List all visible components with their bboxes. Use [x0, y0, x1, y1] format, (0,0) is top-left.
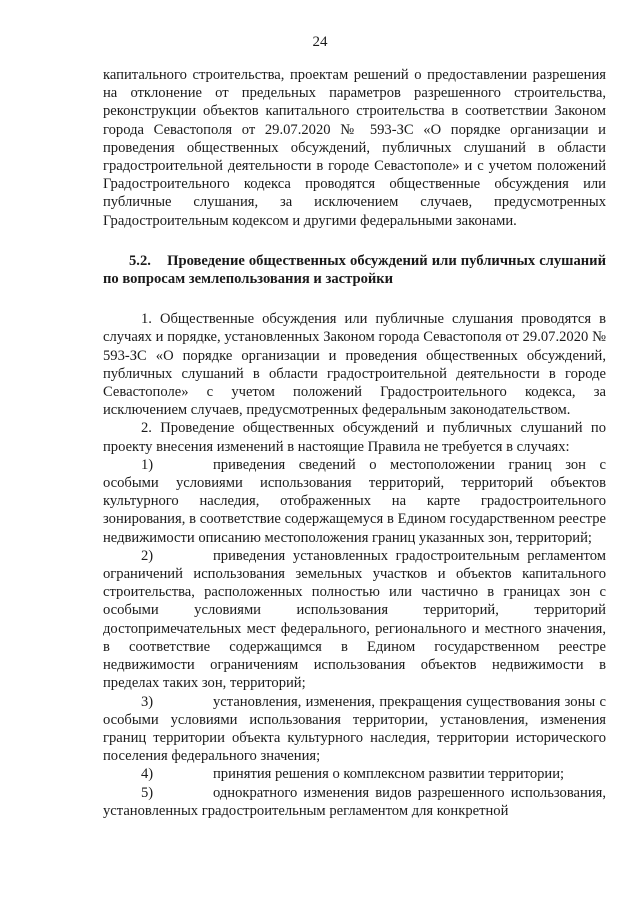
- list-item-number: 4): [141, 766, 154, 783]
- paragraph-2: 2. Проведение общественных обсуждений и публичных слушаний по проекту внесения изменений в настоящие Правила не требуется в случаях:: [103, 420, 606, 455]
- page-content: [103, 66, 606, 820]
- intro-paragraph: капитального строительства, проектам решений о предоставлении разрешения на отклонение от предельных параметров разрешенного строительства, реконструкции объектов капитального строительства в соответствии Законом города Севастополя от 29.07.2020 № 593-ЗС «О порядке организации и проведения общественных обсуждений, публичных слушаний в области градостроительной деятельности в городе Севастополе» и с учетом положений Градостроительного кодекса проводятся общественные обсуждения или публичные слушания, за исключением случаев, предусмотренных Градостроительным кодексом и другими федеральными законами.: [103, 67, 606, 229]
- list-item-text: приведения сведений о местоположении границ зон с особыми условиями использования территорий, территорий объектов культурного наследия, отображенных на карте градостроительного зонирования, в соответствие содержащемуся в Едином государственном реестре недвижимости описанию местоположения границ указанных зон, территорий;: [103, 456, 606, 546]
- list-item-number: 1): [141, 456, 154, 473]
- section-heading: [103, 252, 606, 288]
- list-item: [103, 765, 606, 783]
- list-item-text: принятия решения о комплексном развитии территории;: [213, 766, 565, 783]
- list-item: [103, 693, 606, 766]
- list-item: [103, 547, 606, 693]
- paragraph-1: 1. Общественные обсуждения или публичные слушания проводятся в случаях и порядке, установленных Законом города Севастополя от 29.07.2020 № 593-ЗС «О порядке организации и проведения общественных обсуждений, публичных слушаний в области градостроительной деятельности в городе Севастополе» с учетом положений Градостроительного кодекса, за исключением случаев, предусмотренных федеральным законодательством.: [103, 311, 606, 419]
- page-number: 24: [312, 34, 328, 50]
- list-item-number: 5): [141, 784, 154, 801]
- list-item: [103, 456, 606, 547]
- list-item: [103, 784, 606, 820]
- section-title: Проведение общественных обсуждений или публичных слушаний по вопросам землепользования и застройки: [103, 252, 607, 288]
- list-item-text: приведения установленных градостроительным регламентом ограничений использования земельных участков и объектов капитального строительства, расположенных полностью или частично в границах зон с особыми условиями использования территорий, территорий достопримечательных мест федерального, регионального и местного значения, в соответствие содержащимся в Едином государственном реестре недвижимости ограничениям использования объектов недвижимости в пределах таких зон, территорий;: [103, 547, 606, 692]
- list-item-number: 2): [141, 547, 154, 564]
- list-item-text: установления, изменения, прекращения существования зоны с особыми условиями использования территории, установления, изменения границ территории объекта культурного наследия, территории исторического поселения федерального значения;: [103, 693, 606, 765]
- list-item-number: 3): [141, 693, 154, 710]
- section-number: 5.2.: [129, 252, 151, 269]
- list-item-text: однократного изменения видов разрешенного использования, установленных градостроительным регламентом для конкретной: [103, 784, 606, 819]
